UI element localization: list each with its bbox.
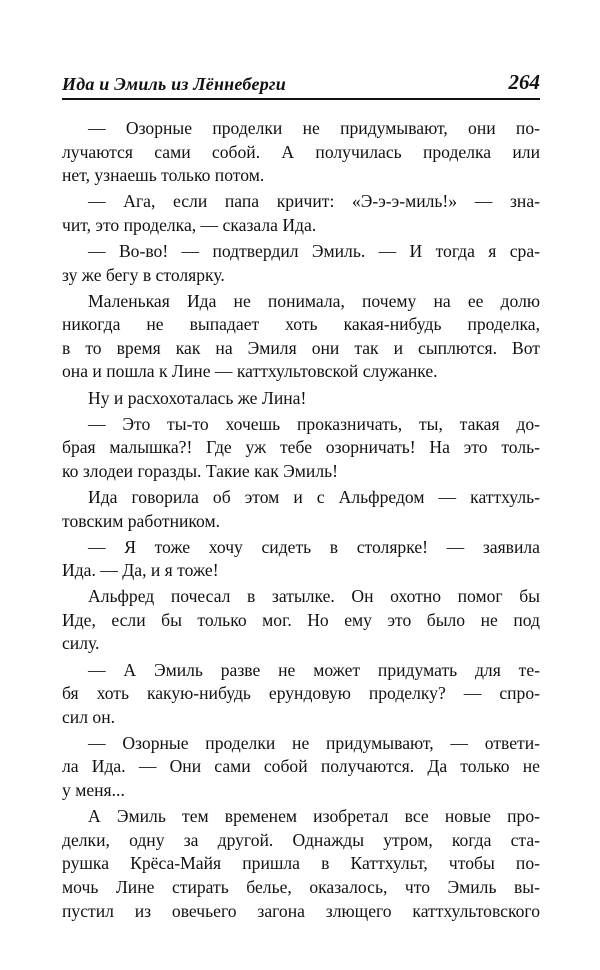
paragraph: [62, 805, 540, 923]
text-line: лучаются сами собой. А получилась проделка или: [62, 141, 540, 162]
text-body: [62, 117, 540, 926]
text-line: пустил из овечьего загона злющего каттхультовского: [62, 900, 540, 921]
text-line: — Я тоже хочу сидеть в столярке! — заявила: [88, 536, 540, 557]
text-line: — Во-во! — подтвердил Эмиль. — И тогда я сра-: [88, 240, 540, 261]
paragraph: [62, 290, 540, 384]
text-line: А Эмиль тем временем изобретал все новые про-: [88, 806, 540, 827]
text-line: бя хоть какую-нибудь ерундовую проделку? — спро-: [62, 683, 540, 704]
text-line: брая малышка?! Где уж тебе озорничать! На это толь-: [62, 437, 540, 458]
text-line: сил он.: [62, 706, 116, 727]
paragraph: [62, 190, 540, 237]
running-head: [62, 70, 540, 100]
text-line: зу же бегу в столярку.: [62, 264, 225, 285]
running-title: Ида и Эмиль из Лённеберги: [62, 74, 286, 94]
text-line: чит, это проделка, — сказала Ида.: [62, 214, 317, 235]
text-line: силу.: [62, 633, 100, 654]
paragraph: [62, 240, 540, 287]
text-line: никогда не выпадает хоть какая-нибудь проделка,: [62, 314, 540, 335]
paragraph: [88, 387, 540, 411]
text-line: нет, узнаешь только потом.: [62, 165, 265, 186]
text-line: Альфред почесал в затылке. Он охотно помог бы: [88, 586, 540, 607]
text-line: — А Эмиль разве не может придумать для те-: [88, 659, 540, 680]
text-line: она и пошла к Лине — каттхультовской служанке.: [62, 361, 438, 382]
paragraph: [62, 413, 540, 484]
text-line: — Озорные проделки не придумывают, — ответи-: [88, 732, 540, 753]
text-line: у меня...: [62, 780, 125, 801]
text-line: — Ага, если папа кричит: «Э-э-э-миль!» — зна-: [88, 191, 540, 212]
paragraph: [62, 659, 540, 730]
text-line: Ну и расхохоталась же Лина!: [88, 387, 307, 408]
text-line: — Озорные проделки не придумывают, они по-: [88, 118, 540, 138]
paragraph: [62, 585, 540, 656]
text-line: Ида говорила об этом и с Альфредом — каттхуль-: [88, 486, 540, 507]
text-line: ко злодеи горазды. Такие как Эмиль!: [62, 460, 338, 481]
paragraph: [62, 486, 540, 533]
text-line: Ида. — Да, и я тоже!: [62, 560, 219, 581]
text-line: ла Ида. — Они сами собой получаются. Да только не: [62, 756, 540, 777]
text-line: Иде, если бы только мог. Но ему это было не под: [62, 609, 540, 630]
paragraph: [62, 117, 540, 188]
text-line: Маленькая Ида не понимала, почему на ее долю: [88, 290, 540, 311]
text-line: рушка Крёса-Майя пришла в Каттхульт, чтобы по-: [62, 853, 540, 874]
paragraph: [62, 536, 540, 583]
text-line: товским работником.: [62, 510, 221, 531]
page-number: 264: [508, 70, 540, 94]
text-line: — Это ты-то хочешь проказничать, ты, такая до-: [88, 413, 540, 434]
text-line: мочь Лине стирать белье, оказалось, что Эмиль вы-: [62, 876, 540, 897]
text-line: в то время как на Эмиля они так и сыплются. Вот: [62, 337, 540, 358]
paragraph: [62, 732, 540, 803]
text-line: делки, одну за другой. Однажды утром, когда ста-: [62, 829, 540, 850]
